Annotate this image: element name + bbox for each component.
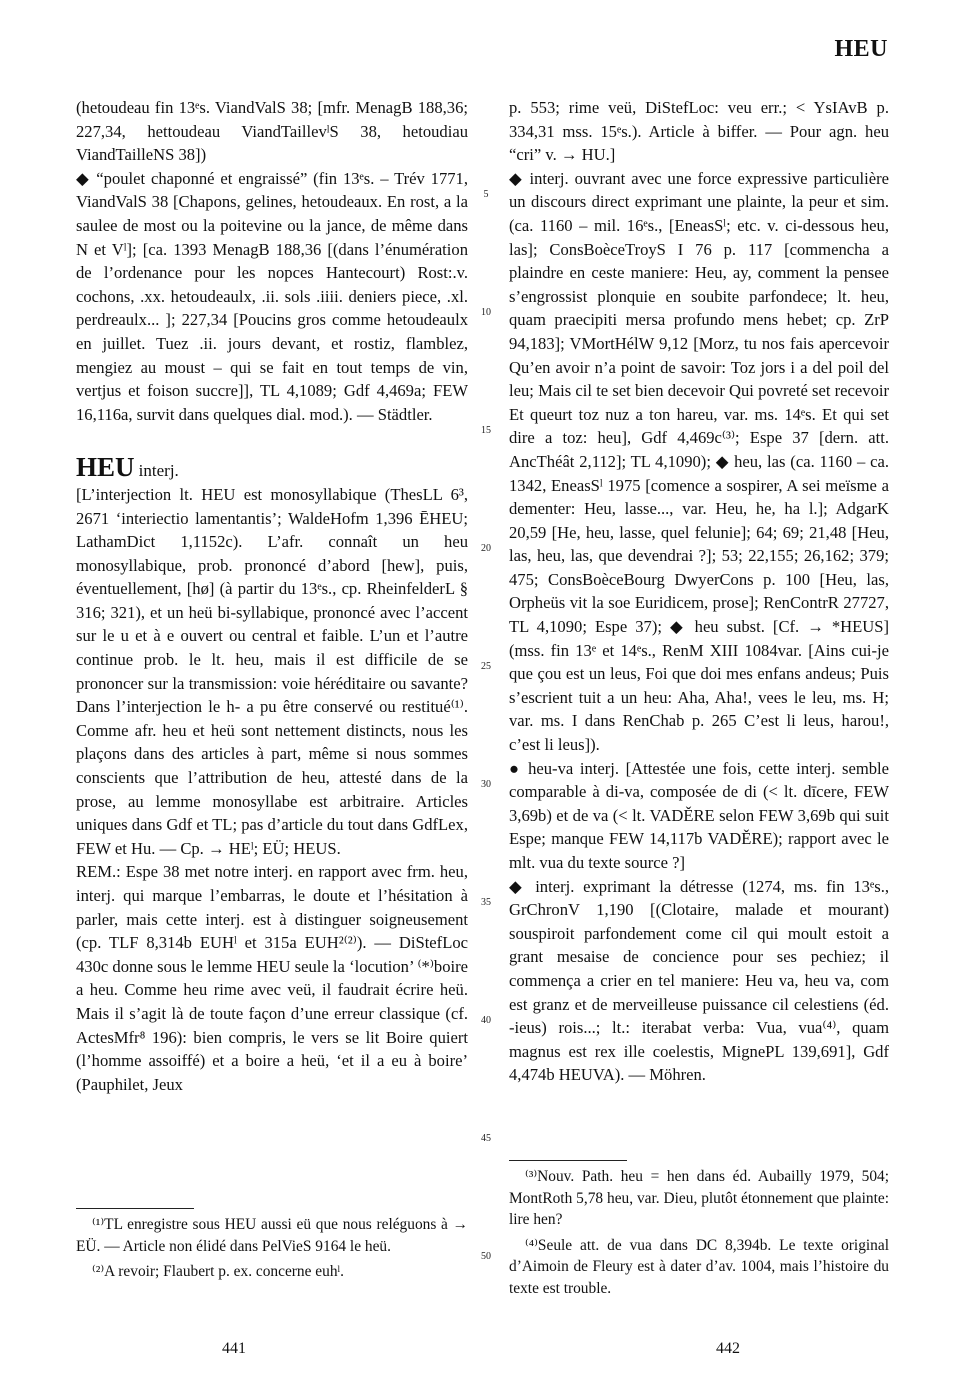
line-number: 25: [481, 661, 491, 672]
footnote-1: ⁽¹⁾TL enregistre sous HEU aussi eü que nous reléguons à → EÜ. — Article non élidé dans PelVieS 9164 le heü.: [76, 1216, 468, 1255]
footnotes-left: [76, 1214, 468, 1287]
entry-pos: interj.: [138, 461, 179, 481]
right-column: [509, 96, 889, 1087]
right-block-1: p. 553; rime veü, DiStefLoc: veu err.; < YsIAvB p. 334,31 mss. 15ᵉs.). Article à biffer. — Pour agn. heu “cri” v. → HU.]: [509, 98, 889, 165]
entry-heading: [76, 452, 468, 483]
line-number: 10: [481, 307, 491, 318]
line-number: 35: [481, 897, 491, 908]
line-number: 40: [481, 1015, 491, 1026]
line-number: 30: [481, 779, 491, 790]
line-number: 50: [481, 1251, 491, 1262]
line-number: 20: [481, 543, 491, 554]
left-block-4: REM.: Espe 38 met notre interj. en rapport avec frm. heu, interj. qui marque l’embarras, le doute et l’hésitation à parler, mais cette interj. est à distinguer soigneusement (cp. TLF 8,314b EUHˡ et 315a EUH²⁽²⁾). — DiStefLoc 430c donne sous le lemme HEU seule la ‘locution’ ⁽*⁾boire a heu. Comme heu rime avec veü, il faudrait écrire heü. Mais il s’agit là de toute façon d’une erreur classique (cf. ActesMfr⁸ 196): bien compris, le vers se lit Boire quiert (l’homme assoiffé) et a boire a heü, ‘et il a eu à boire’ (Pauphilet, Jeux: [76, 862, 468, 1094]
left-column: [76, 96, 468, 1096]
line-number: 5: [483, 189, 489, 200]
footnote-2: ⁽²⁾A revoir; Flaubert p. ex. concerne euhˡ.: [92, 1263, 344, 1281]
right-block-2: ◆ interj. ouvrant avec une force expressive particulière un discours direct exprimant une plainte, la peur et sim. (ca. 1160 – mil. 16ᵉs., [EneasSˡ; etc. v. ci-dessous heu, las]; ConsBoèceTroyS I 76 p. 117 [commencha a plaindre en ceste maniere: Heu, ay, comment la pensee s’engrossist plonquie en soubite parfondece; lt. heu, quam praecipiti mersa profundo mens hebet; cp. ZrP 94,183]; VMortHélW 9,12 [Morz, tu nos fais apercevoir Qu’en avoir n’a point de savoir: Toz jors i a del poil del leu; Mais cil te set bien decevoir Qui povreté set recevoir Et queurt toz nuz a ton hareu, var. ms. 14ᵉs. Et qui set dire a toz: heu], Gdf 4,469c⁽³⁾; Espe 37 [dern. att. AncThéât 2,112]; TL 4,1090); ◆ heu, las (ca. 1160 – ca. 1342, EneasSˡ 1975 [comence a sospirer, A sei meïsme a dementer: Heu, lasse..., var. Heu, he, ha l.]; AdgarK 20,59 [He, heu, lasse, quel felunie]; 64; 69; 21,48 [Heu, las, heu, las, que devendrai ?]; 53; 22,155; 26,162; 379; 475; ConsBoèceBourg DwyerCons p. 100 [Heu, las, Orpheüs vit la soe Euridicem, prose]; RenContrR 27727, TL 4,1090; Espe 37); ◆ heu subst. [Cf. → *HEUS] (mss. fin 13ᵉ et 14ᵉs., RenM XIII 1084var. [Ains cui-je que çou est un leus, Foi que doi mes enfans andeus; Puis s’escrient tuit a un heu: Aha, Aha!, vees le leu, ms. H; var. ms. I dans RenChab p. 265 C’est li leus, harou!, c’est li leus]).: [509, 168, 889, 755]
right-block-4: ◆ interj. exprimant la détresse (1274, ms. fin 13ᵉs., GrChronV 1,190 [(Clotaire, malade et mourant) souspiroit parfondement come cil qui moult estoit a grant mesaise de concience pour ses pechiez; il commença a crier en tel maniere: Heu va, heu va, com est granz et de merveilleuse puissance cil celestiens (éd. -ieus) rois...; lt.: iterabat verba: Vua, vua⁽⁴⁾, quam magnus est rex ille coelestis, MignePL 139,691], Gdf 4,474b HEUVA). — Möhren.: [509, 876, 889, 1085]
footnote-4: ⁽⁴⁾Seule att. de vua dans DC 8,394b. Le texte original d’Aimoin de Fleury est à dater d’av. 1004, mais l’histoire du texte est trouble.: [509, 1236, 889, 1297]
footnote-rule-left: [76, 1208, 194, 1209]
page-number-right: 442: [716, 1340, 740, 1357]
running-head: HEU: [834, 36, 888, 62]
footnote-rule-right: [509, 1160, 627, 1161]
left-block-3: [L’interjection lt. HEU est monosyllabique (ThesLL 6³, 2671 ‘interiectio lamentantis’; WaldeHofm 1,396 ĒHEU; LathamDict 1,1152c). L’afr. connaît un heu monosyllabique, prob. prononcé d’abord [hew], puis, éventuellement, [hø] (à partir du 13ᵉs., cp. RheinfelderL § 316; 321), et un heü bi-syllabique, prononcé avec l’accent sur le u et à e ouvert ou central et faible. L’un et l’autre continue prob. le lt. heu, mais il est difficile de se prononcer sur la transmission: voie héréditaire ou savante? Dans l’interjection le h- a pu être conservé ou restitué⁽¹⁾. Comme afr. heu et heü sont nettement distincts, nous les plaçons dans des articles à part, même si nous sommes conscients que l’attribution de heu, attesté dans de la prose, au lemme monosyllabe est arbitraire. Articles uniques dans Gdf et TL; pas d’article du tout dans GdfLex, FEW et Hu. — Cp. → HEˡ; EÜ; HEUS.: [76, 484, 468, 858]
footnote-3: ⁽³⁾Nouv. Path. heu = hen dans éd. Aubailly 1979, 504; MontRoth 5,78 heu, var. Dieu, plutôt étonnement que plainte: lire hen?: [509, 1168, 889, 1229]
footnotes-right: [509, 1166, 889, 1304]
left-block-1: (hetoudeau fin 13ᵉs. ViandValS 38; [mfr. MenagB 188,36; 227,34, hettoudeau ViandTaillevˡS 38, hetoudiau ViandTailleNS 38]): [76, 98, 468, 165]
page-number-left: 441: [222, 1340, 246, 1357]
line-number: 45: [481, 1133, 491, 1144]
right-block-3: ● heu-va interj. [Attestée une fois, cette interj. semble comparable à di-va, composée de di (< lt. dīcere, FEW 3,69b) et de va (< lt. VADĚRE selon FEW 3,69b qui suit Espe; manque FEW 14,117b VADĚRE); rapport avec le mlt. vua du texte source ?]: [509, 758, 889, 872]
left-block-2: ◆ “poulet chaponné et engraissé” (fin 13ᵉs. – Trév 1771, ViandValS 38 [Chapons, gelines, hetoudeaux. En rost, a la saulee de most ou la poitevine ou la jance, de même dans N et Vˡ]; [ca. 1393 MenagB 188,36 [(dans l’énumération de l’ordenance pour les nopces Hantecourt) Rost:.v. cochons, .xx. hetoudeaulx, .ii. sols .iiii. deniers piece, .xl. perdreaulx... ]; 227,34 [Poucins gros comme hetoudeaulx en juillet. Tuez .ii. jours devant, et rostiz, flamblez, mengiez au moust – qui se fait en tout temps de vin, vertjus et foison succre]], TL 4,1089; Gdf 4,469a; FEW 16,116a, survit dans quelques dial. mod.). — Städtler.: [76, 168, 468, 424]
line-number: 15: [481, 425, 491, 436]
entry-headword: HEU: [76, 452, 135, 483]
